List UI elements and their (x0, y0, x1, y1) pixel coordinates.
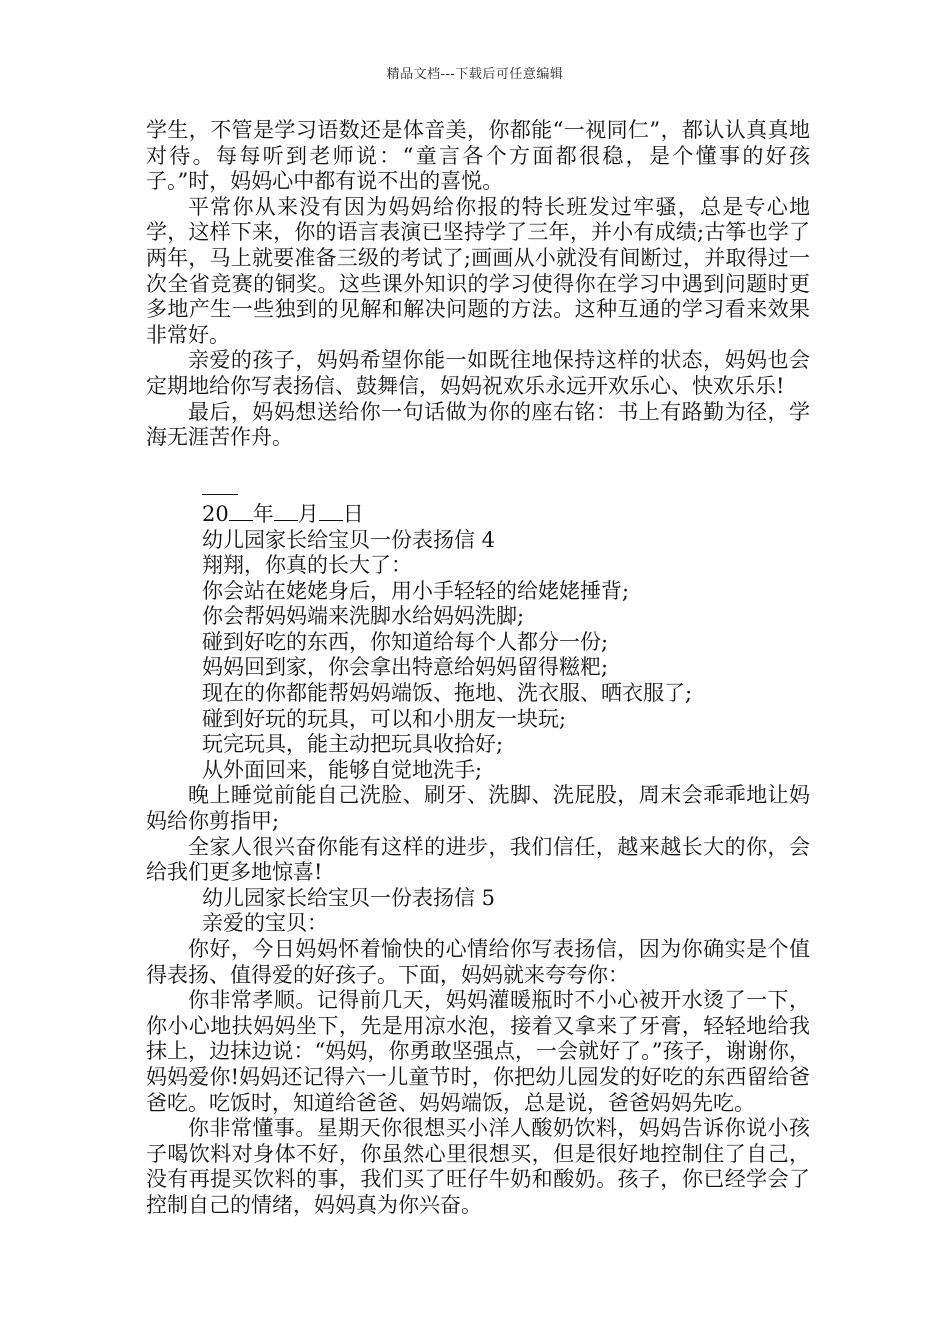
text-line: 你会帮妈妈端来洗脚水给妈妈洗脚; (202, 604, 525, 629)
blank-line (146, 451, 810, 477)
text-line: 你会站在姥姥身后，用小手轻轻的给姥姥捶背; (202, 578, 630, 603)
text-line: 玩完玩具，能主动把玩具收拾好; (202, 732, 504, 757)
date-line (146, 502, 810, 528)
date-blank (319, 502, 343, 521)
section-title: 幼儿园家长给宝贝一份表扬信 5 (202, 885, 496, 910)
text-line: 翔翔，你真的长大了： (202, 553, 412, 578)
section-title: 幼儿园家长给宝贝一份表扬信 4 (202, 527, 496, 552)
text-line: 碰到好吃的东西，你知道给每个人都分一份; (202, 629, 609, 654)
document-body (146, 118, 810, 1219)
signature-blank (202, 476, 238, 495)
paragraph: 你非常懂事。星期天你很想买小洋人酸奶饮料，妈妈告诉你说小孩子喝饮料对身体不好，你虽然心里很想买，但是很好地控制住了自己，没有再提买饮料的事，我们买了旺仔牛奶和酸奶。孩子，你已经学会了控制自己的情绪，妈妈真为你兴奋。 (146, 1116, 810, 1217)
paragraph: 最后，妈妈想送给你一句话做为你的座右铭：书上有路勤为径，学海无涯苦作舟。 (146, 399, 810, 450)
text-line: 现在的你都能帮妈妈端饭、拖地、洗衣服、晒衣服了; (202, 681, 693, 706)
date-month: 月 (297, 501, 319, 526)
date-prefix: 20 (202, 501, 229, 526)
text-line: 亲爱的宝贝： (202, 911, 328, 936)
date-day: 日 (342, 501, 364, 526)
text-line: 从外面回来，能够自觉地洗手; (202, 757, 483, 782)
text-line: 妈妈回到家，你会拿出特意给妈妈留得糍粑; (202, 655, 609, 680)
page-header: 精品文档---下载后可任意编辑 (386, 67, 564, 82)
paragraph: 平常你从来没有因为妈妈给你报的特长班发过牢骚，总是专心地学，这样下来，你的语言表演已坚持学了三年，并小有成绩;古筝也学了两年，马上就要准备三级的考试了;画画从小就没有间断过，并取得过一次全省竞赛的铜奖。这些课外知识的学习使得你在学习中遇到问题时更多地产生一些独到的见解和解决问题的方法。这种互通的学习看来效果非常好。 (146, 194, 810, 347)
date-blank (274, 502, 298, 521)
date-year: 年 (252, 501, 274, 526)
text-line: 碰到好玩的玩具，可以和小朋友一块玩; (202, 706, 567, 731)
paragraph: 全家人很兴奋你能有这样的进步，我们信任，越来越长大的你，会给我们更多地惊喜! (146, 834, 810, 885)
paragraph: 学生，不管是学习语数还是体音美，你都能“一视同仁”，都认认真真地对待。每每听到老师说：“童言各个方面都很稳，是个懂事的好孩子。”时，妈妈心中都有说不出的喜悦。 (146, 118, 810, 194)
paragraph: 你非常孝顺。记得前几天，妈妈灌暖瓶时不小心被开水烫了一下，你小心地扶妈妈坐下，先是用凉水泡，接着又拿来了牙膏，轻轻地给我抹上，边抹边说：“妈妈，你勇敢坚强点，一会就好了。”孩子，谢谢你，妈妈爱你!妈妈还记得六一儿童节时，你把幼儿园发的好吃的东西留给爸爸吃。吃饭时，知道给爸爸、妈妈端饭，总是说，爸爸妈妈先吃。 (146, 988, 810, 1115)
signature-line (146, 476, 810, 502)
paragraph: 晚上睡觉前能自己洗脸、刷牙、洗脚、洗屁股，周末会乖乖地让妈妈给你剪指甲; (146, 783, 810, 834)
date-blank (229, 502, 253, 521)
paragraph: 你好，今日妈妈怀着愉快的心情给你写表扬信，因为你确实是个值得表扬、值得爱的好孩子。下面，妈妈就来夸夸你： (146, 937, 810, 987)
paragraph: 亲爱的孩子，妈妈希望你能一如既往地保持这样的状态，妈妈也会定期地给你写表扬信、鼓舞信，妈妈祝欢乐永远开欢乐心、快欢乐乐! (146, 348, 810, 398)
